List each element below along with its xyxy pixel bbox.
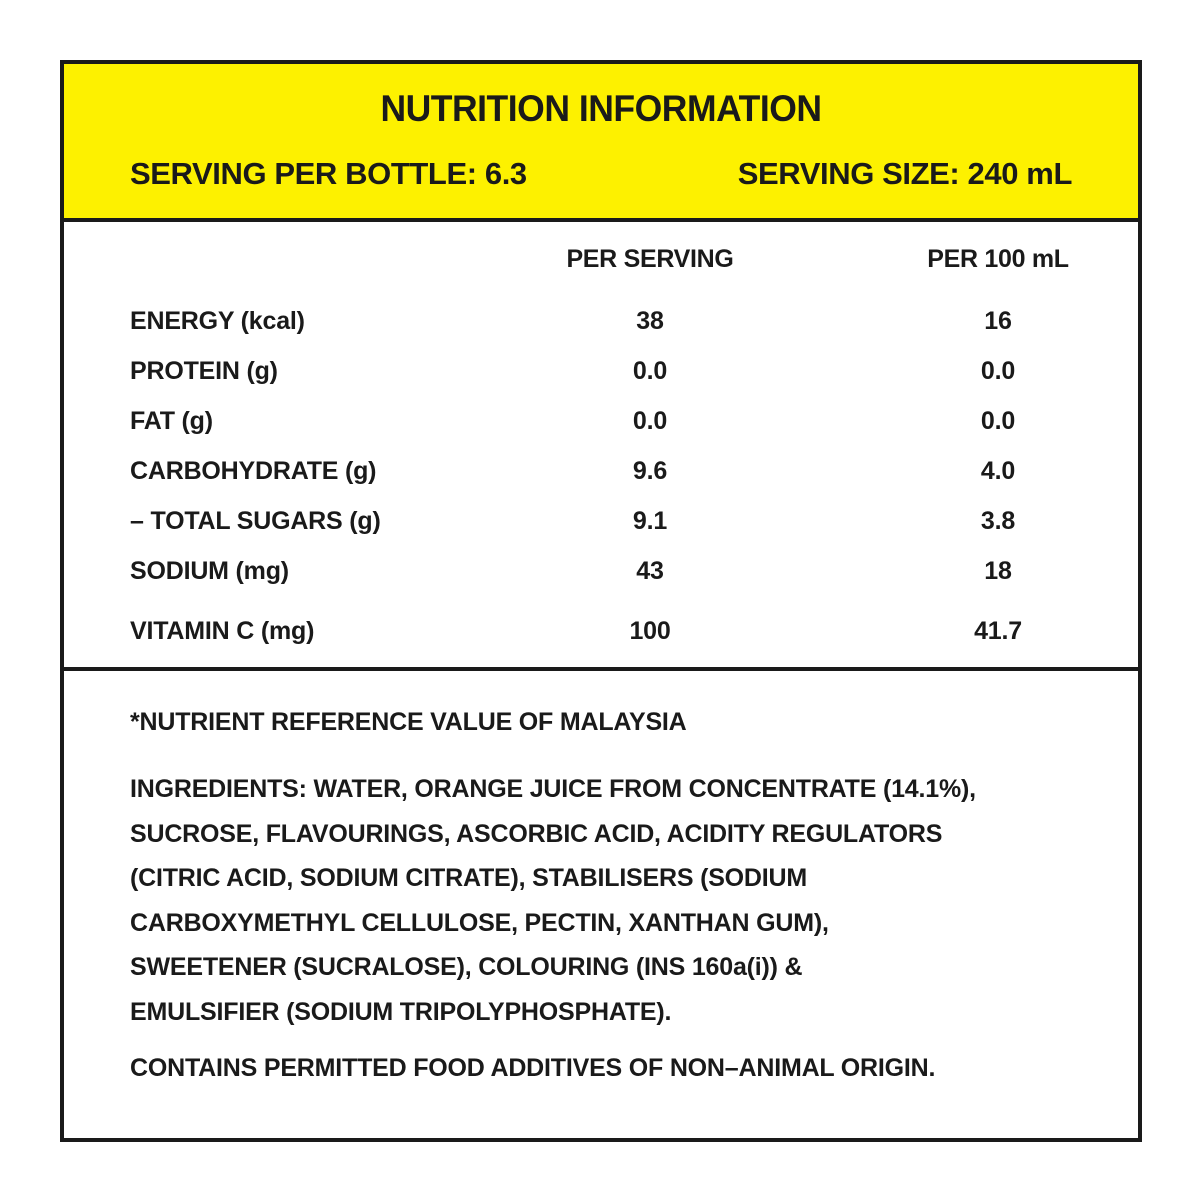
nutrient-label: – TOTAL SUGARS (g) [130,507,381,535]
ingredients-line: INGREDIENTS: WATER, ORANGE JUICE FROM CONCENTRATE (14.1%), [130,775,976,803]
nutrition-table [64,222,1138,671]
nutrient-label: FAT (g) [130,407,213,435]
ingredients-list [130,767,1090,1034]
per-100ml-value: 4.0 [980,457,1016,485]
column-header-per-serving: PER SERVING [566,245,734,273]
nutrient-label: ENERGY (kcal) [130,307,305,335]
ingredients-line: (CITRIC ACID, SODIUM CITRATE), STABILISERS (SODIUM [130,864,808,892]
per-100ml-value: 3.8 [980,507,1016,535]
per-serving-value: 0.0 [632,357,668,385]
table-row [64,357,1138,397]
per-100ml-value: 41.7 [974,617,1022,645]
ingredients-line: CARBOXYMETHYL CELLULOSE, PECTIN, XANTHAN GUM), [130,908,829,937]
per-serving-value: 38 [636,307,664,335]
per-serving-value: 9.6 [632,457,668,485]
per-100ml-value: 0.0 [980,357,1016,385]
nrv-note: *NUTRIENT REFERENCE VALUE OF MALAYSIA [130,708,687,736]
column-header-per-100ml: PER 100 mL [927,245,1069,273]
per-100ml-value: 0.0 [980,407,1016,435]
table-row [64,457,1138,497]
ingredients-section [130,704,1090,1086]
table-row [64,557,1138,597]
nutrient-label: PROTEIN (g) [130,357,278,385]
ingredients-line: SUCROSE, FLAVOURINGS, ASCORBIC ACID, ACIDITY REGULATORS [130,819,943,848]
per-serving-value: 0.0 [632,407,668,435]
ingredients-line: EMULSIFIER (SODIUM TRIPOLYPHOSPHATE). [130,997,672,1026]
table-row [64,307,1138,347]
per-100ml-value: 18 [984,557,1012,585]
nutrient-label: SODIUM (mg) [130,557,289,585]
table-row [64,617,1138,657]
nutrition-header [64,64,1138,222]
table-row [64,407,1138,447]
nutrient-label: CARBOHYDRATE (g) [130,457,377,485]
per-serving-value: 43 [636,557,664,585]
nutrition-panel [60,60,1142,1142]
serving-size: SERVING SIZE: 240 mL [737,156,1072,191]
nutrient-label: VITAMIN C (mg) [130,617,315,645]
per-serving-value: 9.1 [632,507,668,535]
per-100ml-value: 16 [984,307,1012,335]
table-row [64,507,1138,547]
additives-note: CONTAINS PERMITTED FOOD ADDITIVES OF NON–ANIMAL ORIGIN. [130,1054,936,1082]
panel-title: NUTRITION INFORMATION [380,88,822,129]
ingredients-line: SWEETENER (SUCRALOSE), COLOURING (INS 160a(i)) & [130,953,803,981]
servings-per-bottle: SERVING PER BOTTLE: 6.3 [130,156,527,191]
per-serving-value: 100 [629,617,671,645]
